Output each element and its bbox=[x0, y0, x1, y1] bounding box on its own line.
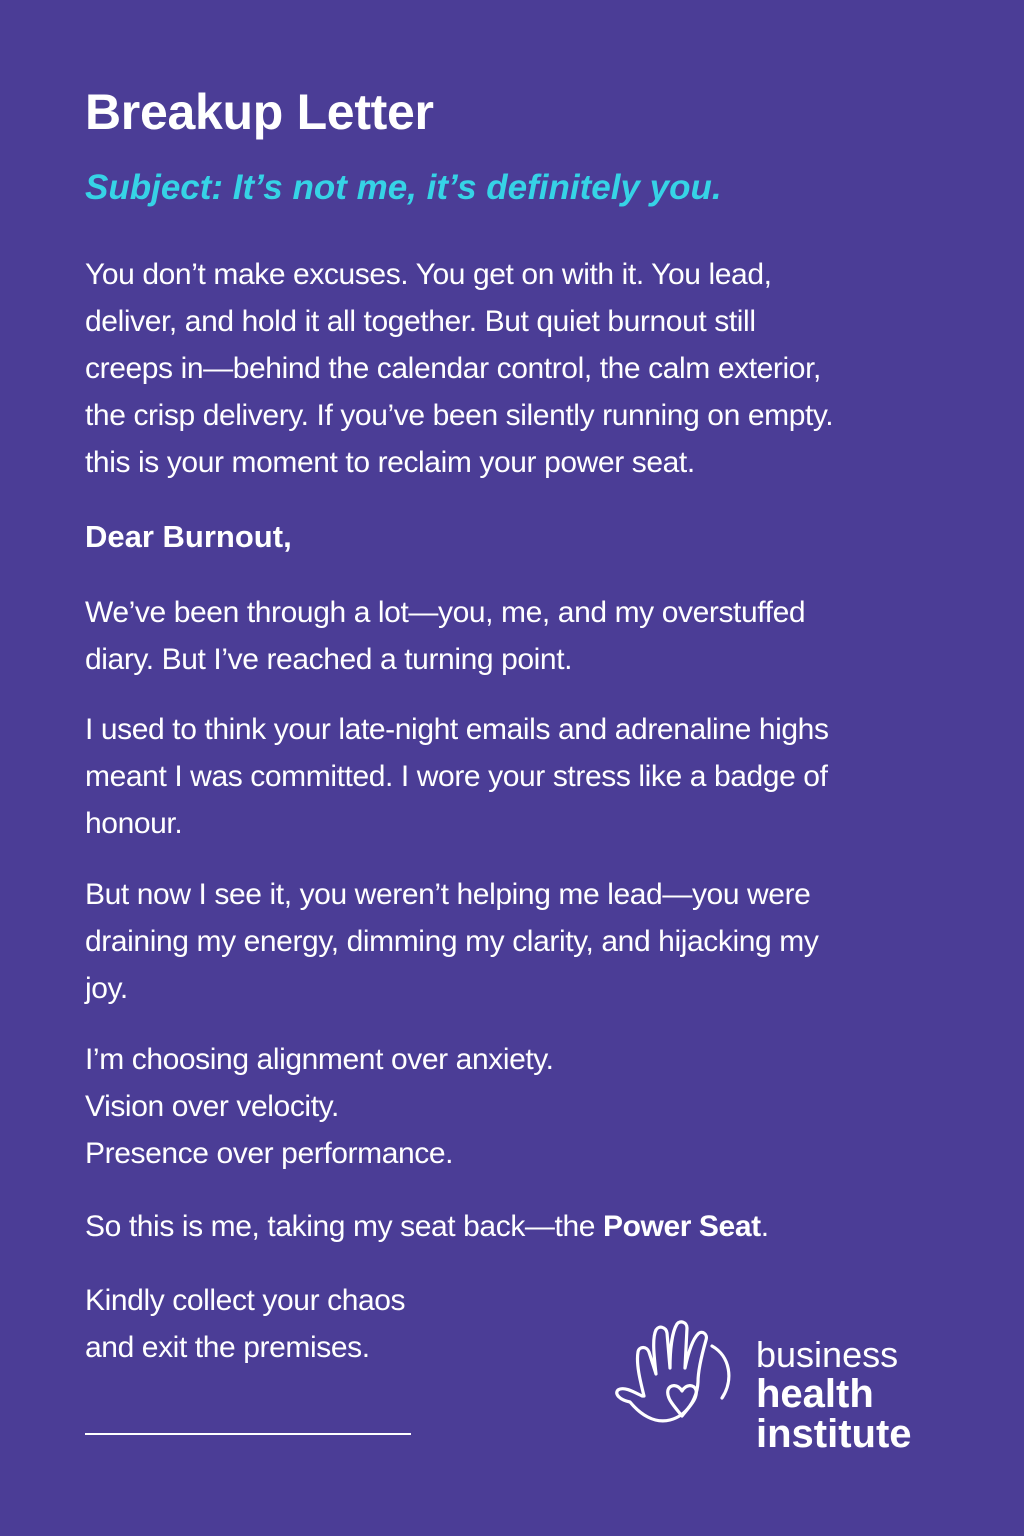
logo-word-business: business bbox=[756, 1334, 899, 1375]
letter-greeting: Dear Burnout, bbox=[85, 519, 292, 554]
letter-title: Breakup Letter bbox=[85, 84, 434, 140]
choice-line: Vision over velocity. bbox=[85, 1090, 339, 1123]
paragraph-line: We’ve been through a lot—you, me, and my overstuffed bbox=[85, 596, 806, 629]
business-health-institute-logo bbox=[612, 1314, 942, 1464]
intro-line: deliver, and hold it all together. But quiet burnout still bbox=[85, 305, 756, 338]
paragraph-line: draining my energy, dimming my clarity, and hijacking my bbox=[85, 925, 819, 958]
letter-subject: Subject: It’s not me, it’s definitely you. bbox=[85, 168, 722, 207]
intro-paragraph bbox=[85, 251, 833, 486]
closing-paragraph bbox=[85, 1277, 405, 1371]
choice-line: I’m choosing alignment over anxiety. bbox=[85, 1043, 554, 1076]
choice-line: Presence over performance. bbox=[85, 1137, 454, 1170]
power-seat-emphasis: Power Seat bbox=[602, 1210, 761, 1243]
closing-line: Kindly collect your chaos bbox=[85, 1284, 406, 1317]
paragraph-line: I used to think your late-night emails and adrenaline highs bbox=[85, 713, 829, 746]
intro-line: this is your moment to reclaim your power seat. bbox=[85, 446, 695, 479]
paragraph-line: But now I see it, you weren’t helping me lead—you were bbox=[85, 878, 811, 911]
logo-word-health: health bbox=[756, 1372, 874, 1416]
paragraph-line: joy. bbox=[85, 972, 128, 1005]
power-seat-prefix: So this is me, taking my seat back—the bbox=[85, 1210, 603, 1243]
logo-word-institute: institute bbox=[756, 1412, 912, 1456]
paragraph-line: honour. bbox=[85, 807, 183, 840]
paragraph-line: meant I was committed. I wore your stress like a badge of bbox=[85, 760, 828, 793]
intro-line: the crisp delivery. If you’ve been silently running on empty. bbox=[85, 399, 834, 432]
closing-line: and exit the premises. bbox=[85, 1331, 370, 1364]
paragraph-1 bbox=[85, 589, 805, 683]
power-seat-suffix: . bbox=[760, 1210, 769, 1243]
hand-heart-icon bbox=[612, 1316, 752, 1426]
signature-line bbox=[85, 1433, 411, 1435]
logo-wordmark bbox=[756, 1336, 912, 1454]
paragraph-2 bbox=[85, 706, 829, 847]
intro-line: You don’t make excuses. You get on with it. You lead, bbox=[85, 258, 772, 291]
intro-line: creeps in—behind the calendar control, the calm exterior, bbox=[85, 352, 821, 385]
power-seat-paragraph bbox=[85, 1203, 769, 1250]
paragraph-3 bbox=[85, 871, 818, 1012]
choices-paragraph bbox=[85, 1036, 554, 1177]
paragraph-line: diary. But I’ve reached a turning point. bbox=[85, 643, 573, 676]
